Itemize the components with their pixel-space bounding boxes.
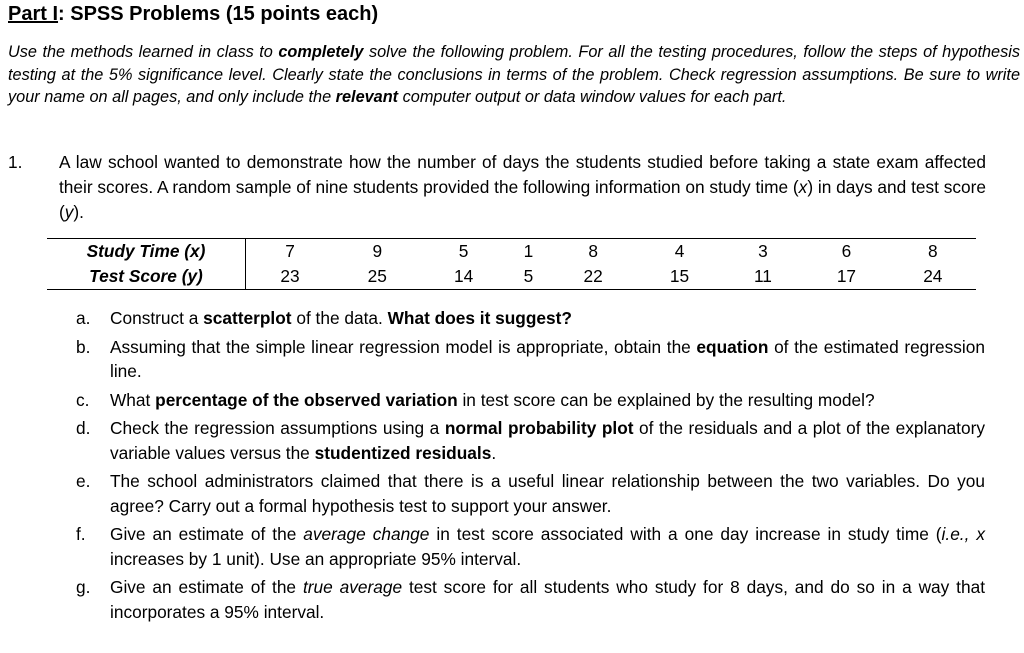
part-letter: e. [76, 471, 91, 491]
table-cell: 3 [723, 239, 804, 265]
part-letter: f. [76, 524, 86, 544]
part-italic: average change [303, 524, 430, 544]
intro-text-3: computer output or data window values for each part. [398, 88, 787, 107]
row-label-study-time: Study Time (x) [47, 239, 246, 265]
var-x: x [798, 177, 808, 197]
table-cell: 23 [246, 264, 335, 290]
row-label-test-score: Test Score (y) [47, 264, 246, 290]
list-item-part-c [57, 388, 985, 413]
table-cell: 15 [636, 264, 722, 290]
part-text: in test score associated with a one day increase in study time ( [429, 524, 942, 544]
part-text: Check the regression assumptions using a [110, 418, 445, 438]
part-bold: What does it suggest? [387, 308, 572, 328]
part-text: Give an estimate of the [110, 577, 303, 597]
problem-statement [59, 150, 986, 225]
part-italic: true average [302, 577, 403, 597]
part-text: of the estimated regression line. [110, 336, 985, 381]
part-letter: d. [76, 418, 91, 438]
table-cell: 25 [334, 264, 420, 290]
question-parts-list [57, 306, 985, 628]
section-title [8, 3, 378, 26]
table-cell: 24 [890, 264, 976, 290]
part-letter: a. [76, 308, 91, 328]
part-text: of the residuals and a plot of the explanatory variable values versus the [110, 418, 985, 463]
intro-bold-relevant: relevant [335, 88, 399, 107]
table-cell: 14 [420, 264, 506, 290]
part-italic: i.e., x [941, 524, 985, 544]
title-rest: : SPSS Problems (15 points each) [58, 3, 379, 25]
var-y: y [64, 202, 74, 222]
part-bold: normal probability plot [444, 418, 634, 438]
part-text: The school administrators claimed that there is a useful linear relationship between the two variables. Do you agree? Carry out a formal hypothesis test to support your answer. [110, 471, 985, 516]
table-row-test-score [47, 264, 976, 290]
list-item-part-e [57, 469, 985, 518]
title-part-label: Part I [8, 3, 59, 25]
part-bold: studentized residuals [314, 442, 492, 463]
list-item-part-f [57, 522, 985, 571]
part-text: . [491, 442, 497, 463]
problem-text-2: ) in days and test score ( [59, 177, 986, 222]
intro-text-2: solve the following problem. For all the testing procedures, follow the steps of hypothesis testing at the 5% significance level. Clearly state the conclusions in terms of the problem. Check regression assumptions. Be sure to write your name on all pages, and only include the [8, 43, 1021, 107]
table-cell: 5 [420, 239, 506, 265]
instructions-paragraph [8, 41, 1020, 109]
list-item-part-d [57, 416, 985, 465]
table-cell: 8 [550, 239, 636, 265]
part-letter: c. [76, 389, 90, 410]
table-cell: 1 [507, 239, 550, 265]
problem-text-3: ). [73, 202, 84, 222]
data-table [47, 238, 976, 290]
list-item-part-b [57, 335, 985, 384]
intro-bold-completely: completely [278, 43, 364, 61]
list-item-part-g [57, 575, 985, 624]
part-bold: equation [696, 336, 769, 357]
part-bold: percentage of the observed variation [155, 389, 458, 410]
part-letter: g. [76, 577, 91, 597]
part-text: in test score can be explained by the resulting model? [457, 389, 875, 410]
part-bold: scatterplot [203, 308, 292, 328]
table-cell: 22 [550, 264, 636, 290]
table-cell: 8 [890, 239, 976, 265]
part-text: test score for all students who study for 8 days, and do so in a way that incorporates a 95% interval. [110, 577, 986, 622]
table-cell: 4 [636, 239, 722, 265]
intro-text-1: Use the methods learned in class to [8, 43, 279, 61]
list-item-part-a [57, 306, 985, 331]
problem-text-1: A law school wanted to demonstrate how the number of days the students studied before taking a state exam affected their scores. A random sample of nine students provided the following information on study time ( [59, 152, 986, 197]
problem-number: 1. [8, 152, 23, 172]
part-text: What [110, 389, 156, 410]
part-text: Construct a [110, 308, 204, 328]
part-text: of the data. [291, 308, 388, 328]
table-cell: 9 [334, 239, 420, 265]
part-letter: b. [76, 336, 91, 357]
table-cell: 11 [723, 264, 804, 290]
table-cell: 7 [246, 239, 335, 265]
table-cell: 6 [803, 239, 889, 265]
table-row-study-time [47, 239, 976, 265]
problem-1 [8, 150, 986, 225]
part-text: Give an estimate of the [110, 524, 304, 544]
part-text: increases by 1 unit). Use an appropriate 95% interval. [110, 548, 522, 569]
table-cell: 17 [803, 264, 889, 290]
part-text: Assuming that the simple linear regression model is appropriate, obtain the [110, 336, 697, 357]
table-cell: 5 [507, 264, 550, 290]
